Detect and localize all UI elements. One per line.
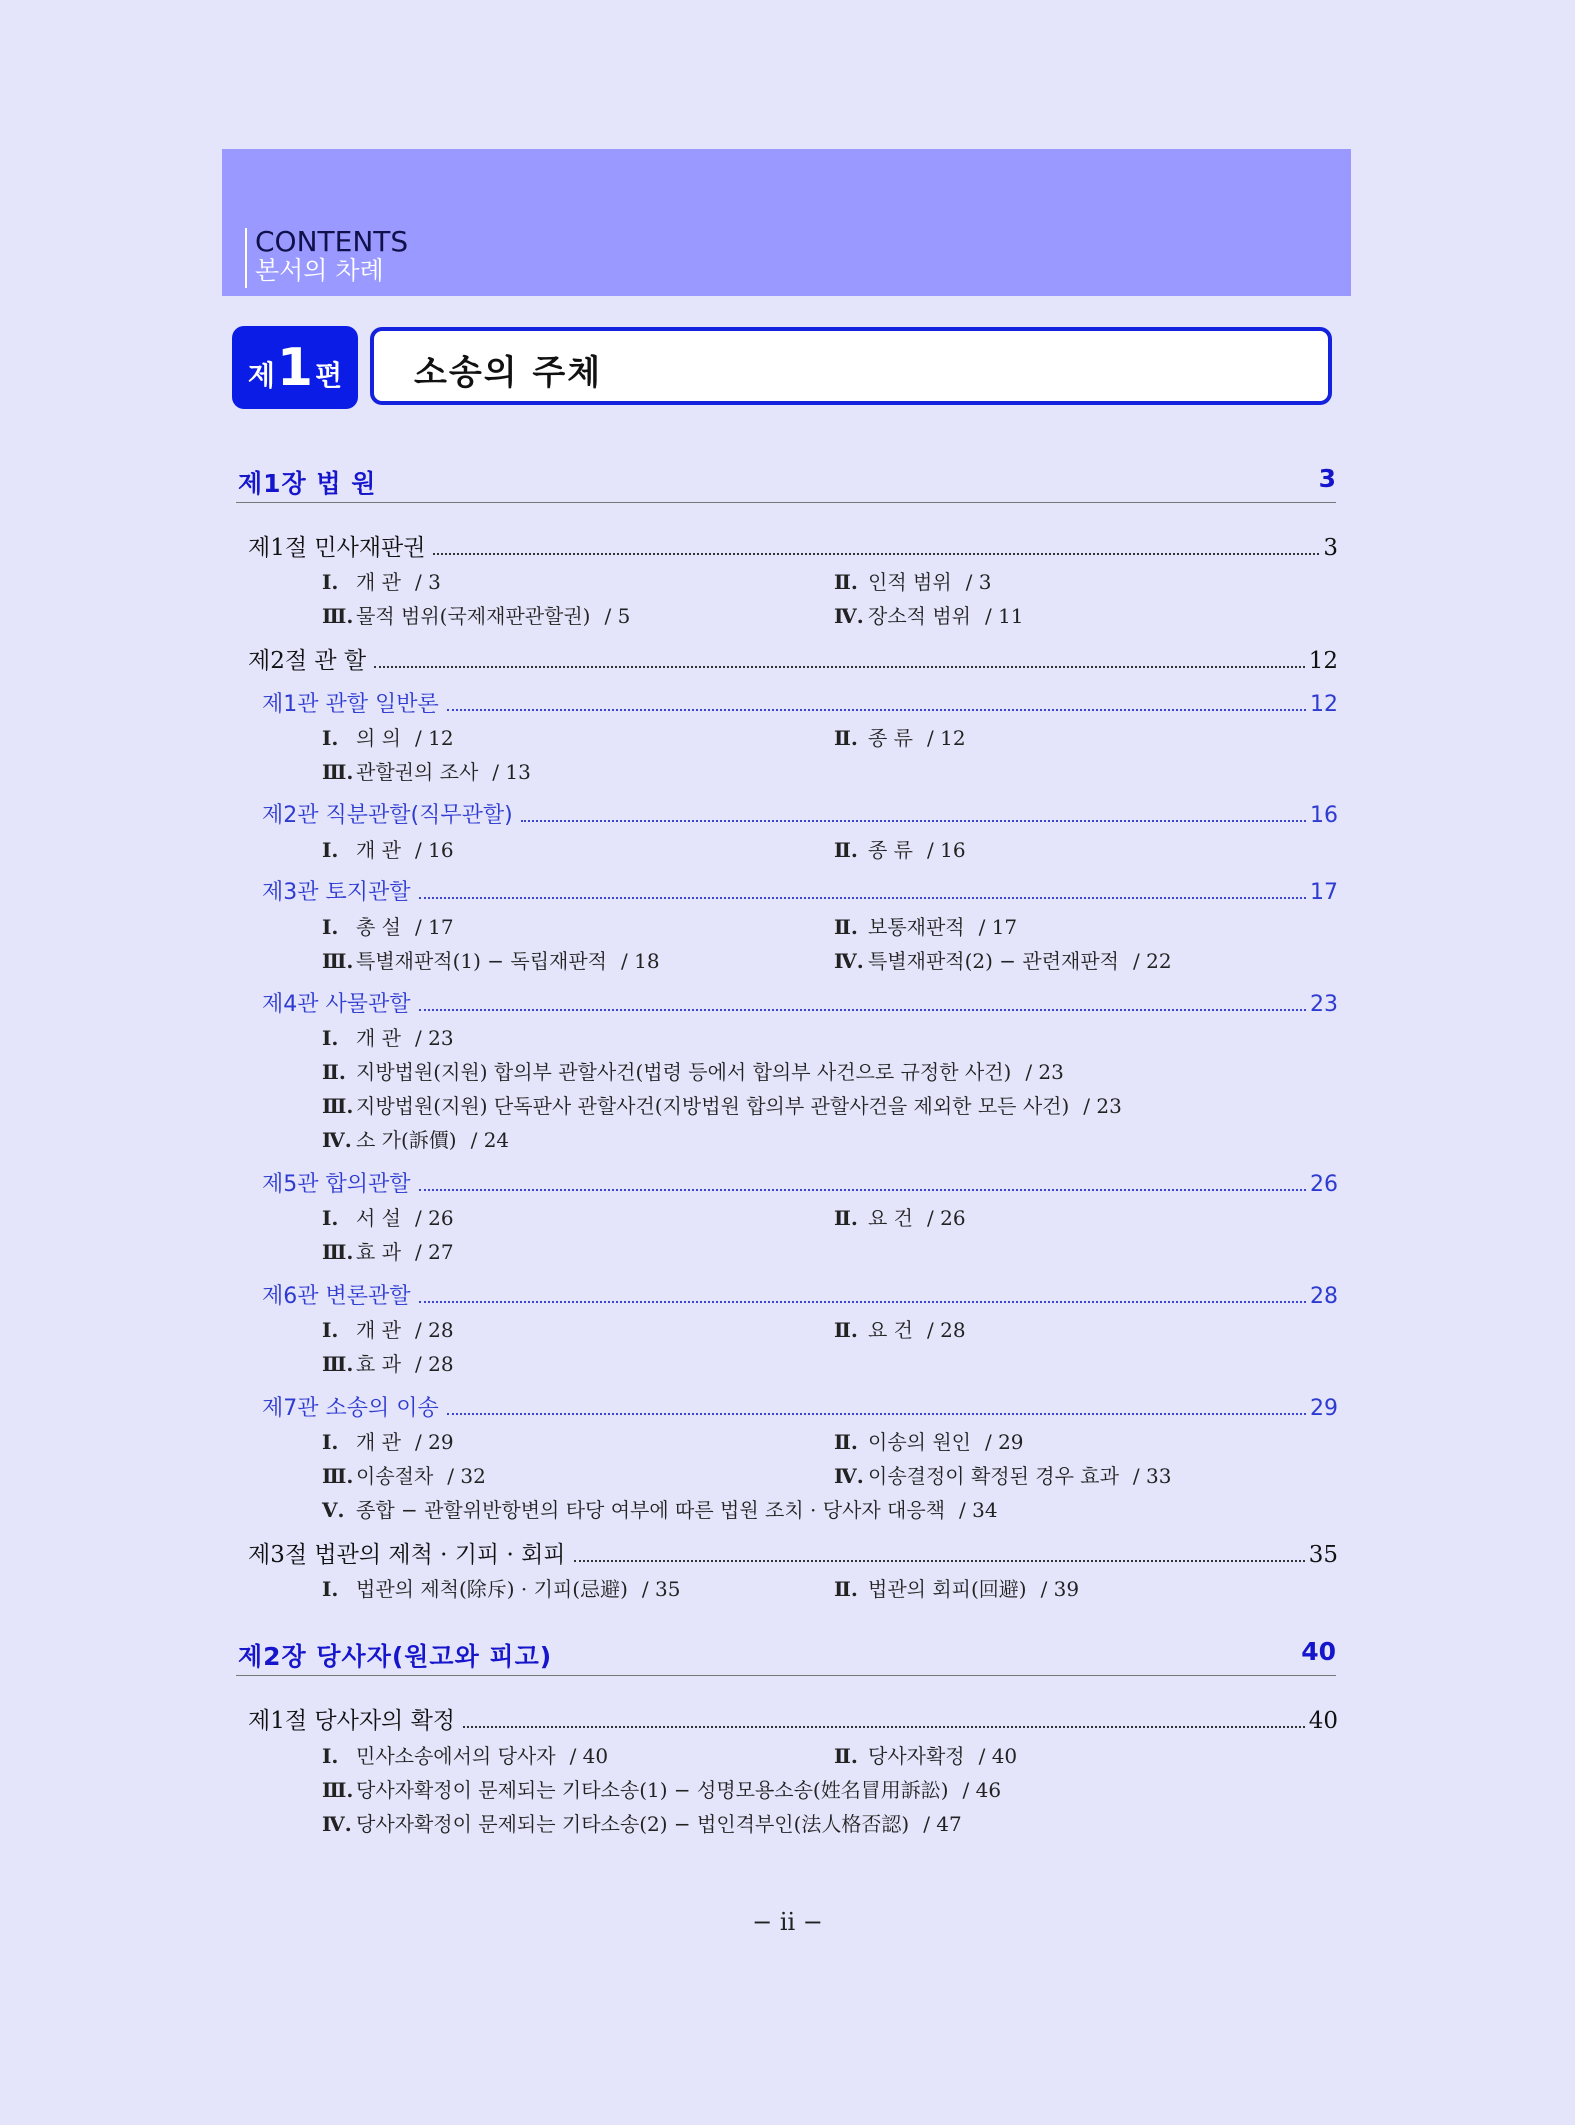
dot-leader [463,1726,1305,1728]
toc-item[interactable] [322,911,454,940]
item-page: / 16 [927,838,966,862]
item-number: Ⅱ. [834,1318,858,1342]
chapter-title: 제2장 당사자(원고와 피고) [238,1642,553,1671]
dot-leader [574,1560,1305,1562]
toc-item[interactable] [322,1740,608,1769]
item-text: 물적 범위(국제재판관할권) [356,604,591,628]
part-number: 1 [276,337,314,398]
item-page: / 40 [569,1744,609,1768]
toc-item[interactable] [834,600,1024,629]
chapter-title: 제1장 법 원 [238,469,377,498]
item-number: Ⅴ. [322,1498,345,1522]
item-text: 인적 범위 [868,570,952,594]
toc-item[interactable] [322,600,630,629]
toc-item[interactable] [834,566,991,595]
item-text: 개 관 [356,1430,401,1454]
subsection-title: 제2관 직분관할(직무관할) [262,803,513,828]
item-page: / 3 [415,570,441,594]
toc-item[interactable] [834,1573,1079,1602]
item-page: / 40 [978,1744,1018,1768]
section-title: 제2절 관 할 [248,648,367,674]
subsection-page: 26 [1310,1172,1338,1197]
dot-leader [419,1009,1306,1011]
item-text: 요 건 [868,1206,913,1230]
dot-leader [521,820,1306,822]
toc-item[interactable] [322,1056,1064,1085]
item-page: / 23 [415,1026,454,1050]
item-text: 이송결정이 확정된 경우 효과 [868,1464,1119,1488]
item-text: 당사자확정이 문제되는 기타소송(2) − 법인격부인(法人格否認) [356,1812,910,1836]
item-text: 관할권의 조사 [356,760,479,784]
toc-item[interactable] [322,1202,454,1231]
item-text: 지방법원(지원) 합의부 관할사건(법령 등에서 합의부 사건으로 규정한 사건) [356,1060,1012,1084]
item-number: Ⅰ. [322,570,339,594]
item-number: Ⅱ. [834,1430,858,1454]
item-text: 종 류 [868,838,913,862]
item-number: Ⅳ. [834,604,864,628]
chapter-heading[interactable] [236,1635,1336,1676]
item-text: 특별재판적(1) − 독립재판적 [356,949,608,973]
item-number: Ⅳ. [834,1464,864,1488]
dot-leader [433,553,1319,555]
item-text: 효 과 [356,1240,401,1264]
item-text: 요 건 [868,1318,913,1342]
item-text: 개 관 [356,1318,401,1342]
item-page: / 17 [978,915,1018,939]
item-number: Ⅲ. [322,1094,354,1118]
toc-section[interactable] [248,1702,1338,1735]
dot-leader [447,709,1306,711]
chapter-page: 3 [1318,464,1336,493]
toc-item[interactable] [322,1460,486,1489]
item-text: 개 관 [356,570,401,594]
item-number: Ⅲ. [322,949,354,973]
item-page: / 22 [1133,949,1172,973]
item-page: / 29 [415,1430,454,1454]
item-number: Ⅱ. [834,726,858,750]
item-page: / 29 [984,1430,1024,1454]
item-text: 소 가(訴價) [356,1128,457,1152]
item-page: / 34 [959,1498,998,1522]
toc-item[interactable] [834,1314,966,1343]
toc-section[interactable] [248,642,1338,675]
toc-item[interactable] [834,1202,966,1231]
subsection-page: 16 [1310,803,1338,828]
item-number: Ⅱ. [834,570,858,594]
subsection-page: 29 [1310,1396,1338,1421]
item-text: 효 과 [356,1352,401,1376]
item-text: 개 관 [356,838,401,862]
toc-item[interactable] [322,945,660,974]
item-page: / 23 [1083,1094,1122,1118]
toc-item[interactable] [322,1236,454,1265]
toc-item[interactable] [834,722,966,751]
toc-subsection[interactable] [262,1279,1338,1310]
toc-item[interactable] [322,1314,454,1343]
subsection-title: 제1관 관할 일반론 [262,692,439,717]
item-text: 법관의 제척(除斥) · 기피(忌避) [356,1577,628,1601]
toc-section[interactable] [248,1536,1338,1569]
toc-item[interactable] [322,1573,680,1602]
toc-item[interactable] [322,1090,1122,1119]
item-number: Ⅲ. [322,1240,354,1264]
item-number: Ⅰ. [322,915,339,939]
toc-item[interactable] [322,1774,1001,1803]
item-page: / 3 [965,570,992,594]
item-text: 종 류 [868,726,913,750]
toc-item[interactable] [322,566,441,595]
item-text: 민사소송에서의 당사자 [356,1744,556,1768]
toc-subsection[interactable] [262,1167,1338,1198]
item-text: 장소적 범위 [868,604,971,628]
subsection-page: 23 [1310,992,1338,1017]
section-page: 35 [1308,1542,1338,1568]
section-page: 12 [1308,648,1338,674]
section-page: 3 [1323,535,1338,561]
item-text: 총 설 [356,915,401,939]
item-page: / 11 [984,604,1024,628]
dot-leader [374,666,1305,668]
item-page: / 23 [1025,1060,1064,1084]
item-text: 종합 − 관할위반항변의 타당 여부에 따른 법원 조치 · 당사자 대응책 [356,1498,946,1522]
toc-section[interactable] [248,529,1338,562]
part-suffix: 편 [315,358,343,392]
section-page: 40 [1308,1708,1338,1734]
item-page: / 5 [604,604,631,628]
item-page: / 28 [415,1318,454,1342]
item-page: / 32 [447,1464,486,1488]
item-text: 특별재판적(2) − 관련재판적 [868,949,1120,973]
item-page: / 24 [470,1128,510,1152]
item-number: Ⅰ. [322,1577,339,1601]
subsection-title: 제7관 소송의 이송 [262,1396,439,1421]
toc-item[interactable] [834,1740,1017,1769]
toc-item[interactable] [834,911,1017,940]
toc-subsection[interactable] [262,687,1338,718]
toc-item[interactable] [322,1348,454,1377]
item-text: 당사자확정이 문제되는 기타소송(1) − 성명모용소송(姓名冒用訴訟) [356,1778,949,1802]
subsection-title: 제4관 사물관할 [262,992,411,1017]
item-page: / 46 [962,1778,1002,1802]
chapter-page: 40 [1301,1637,1336,1666]
item-number: Ⅱ. [834,1577,858,1601]
item-number: Ⅱ. [834,1744,858,1768]
item-page: / 28 [415,1352,454,1376]
item-number: Ⅲ. [322,604,354,628]
item-number: Ⅰ. [322,1026,339,1050]
item-page: / 27 [415,1240,454,1264]
item-page: / 12 [415,726,454,750]
item-number: Ⅳ. [322,1128,352,1152]
item-text: 서 설 [356,1206,401,1230]
item-page: / 47 [923,1812,962,1836]
item-text: 이송절차 [356,1464,434,1488]
subsection-page: 12 [1310,692,1338,717]
item-number: Ⅰ. [322,838,339,862]
dot-leader [419,1189,1306,1191]
dot-leader [447,1413,1306,1415]
toc-item[interactable] [834,1426,1024,1455]
item-text: 개 관 [356,1026,401,1050]
item-page: / 33 [1132,1464,1172,1488]
item-text: 이송의 원인 [868,1430,971,1454]
item-page: / 12 [927,726,966,750]
item-page: / 39 [1040,1577,1080,1601]
toc-subsection[interactable] [262,987,1338,1018]
item-number: Ⅰ. [322,1744,339,1768]
item-number: Ⅲ. [322,1352,354,1376]
toc-item[interactable] [322,756,531,785]
dot-leader [419,897,1306,899]
contents-heading-ko: 본서의 차례 [255,256,384,285]
item-page: / 17 [415,915,454,939]
item-page: / 26 [415,1206,454,1230]
item-text: 당사자확정 [868,1744,965,1768]
item-number: Ⅲ. [322,760,354,784]
item-number: Ⅰ. [322,1206,339,1230]
item-text: 법관의 회피(回避) [868,1577,1027,1601]
item-text: 지방법원(지원) 단독판사 관할사건(지방법원 합의부 관할사건을 제외한 모든 사건) [356,1094,1070,1118]
item-text: 보통재판적 [868,915,965,939]
toc-item[interactable] [322,1426,454,1455]
toc-item[interactable] [322,1808,962,1837]
subsection-title: 제6관 변론관할 [262,1284,411,1309]
subsection-page: 17 [1310,880,1338,905]
dot-leader [419,1301,1306,1303]
item-number: Ⅱ. [322,1060,346,1084]
toc-item[interactable] [834,834,966,863]
page-number-footer: − ii − [752,1908,823,1936]
chapter-heading[interactable] [236,462,1336,503]
section-title: 제1절 당사자의 확정 [248,1708,455,1734]
item-number: Ⅳ. [322,1812,352,1836]
item-number: Ⅱ. [834,838,858,862]
subsection-page: 28 [1310,1284,1338,1309]
section-title: 제3절 법관의 제척 · 기피 · 회피 [248,1542,566,1568]
item-number: Ⅱ. [834,915,858,939]
item-page: / 13 [492,760,531,784]
item-page: / 26 [927,1206,966,1230]
toc-subsection[interactable] [262,1391,1338,1422]
item-text: 의 의 [356,726,401,750]
toc-item[interactable] [322,722,454,751]
part-title: 소송의 주체 [414,353,603,393]
part-prefix: 제 [247,358,275,392]
subsection-title: 제5관 합의관할 [262,1172,411,1197]
section-title: 제1절 민사재판권 [248,535,426,561]
toc-item[interactable] [322,834,454,863]
toc-item[interactable] [834,945,1172,974]
item-number: Ⅲ. [322,1464,354,1488]
toc-subsection[interactable] [262,798,1338,829]
toc-item[interactable] [322,1124,509,1153]
subsection-title: 제3관 토지관할 [262,880,411,905]
item-number: Ⅰ. [322,1318,339,1342]
item-page: / 28 [927,1318,966,1342]
item-number: Ⅳ. [834,949,864,973]
item-number: Ⅰ. [322,726,339,750]
item-number: Ⅲ. [322,1778,354,1802]
toc-item[interactable] [322,1022,454,1051]
toc-item[interactable] [322,1494,998,1523]
item-page: / 18 [621,949,660,973]
toc-item[interactable] [834,1460,1171,1489]
item-page: / 35 [641,1577,681,1601]
toc-subsection[interactable] [262,875,1338,906]
item-number: Ⅰ. [322,1430,339,1454]
item-number: Ⅱ. [834,1206,858,1230]
item-page: / 16 [415,838,454,862]
contents-heading-en: CONTENTS [255,225,409,258]
